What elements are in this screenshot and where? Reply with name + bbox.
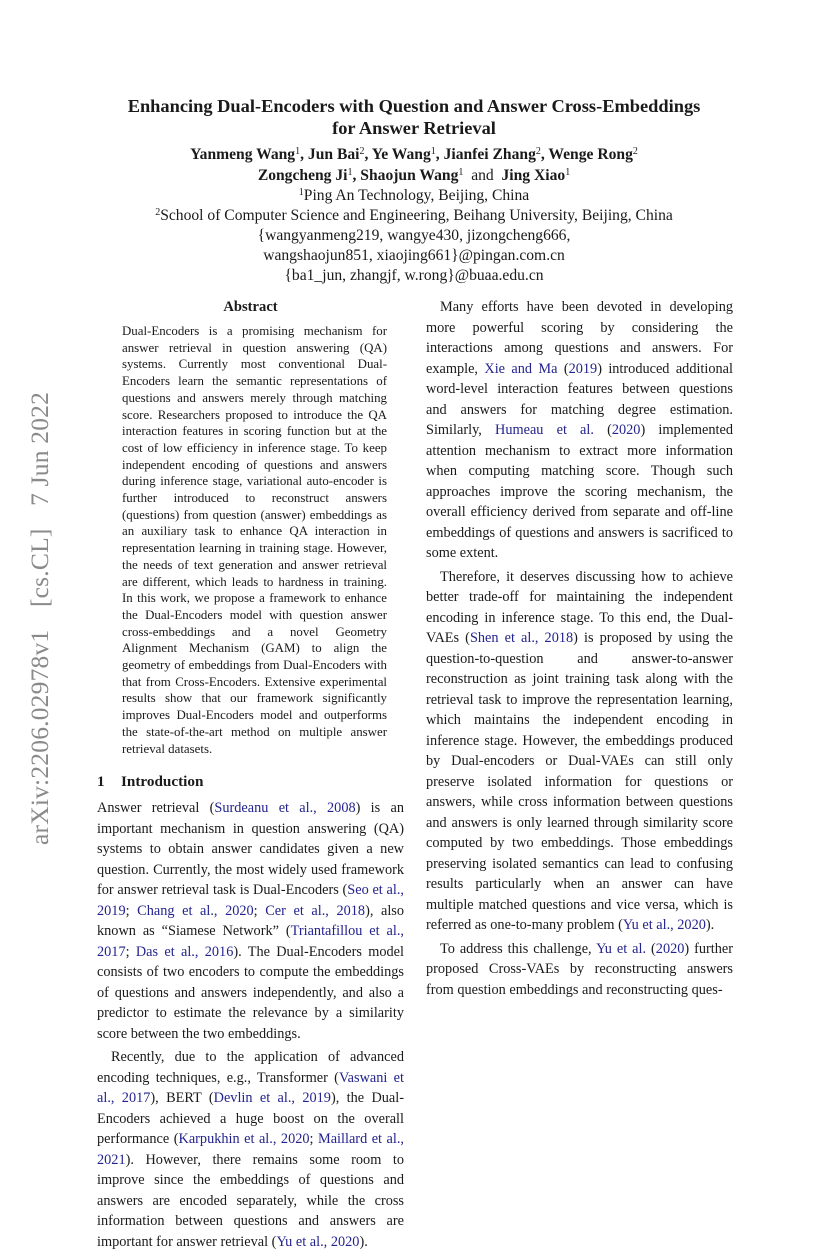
email-line-1: {wangyanmeng219, wangye430, jizongcheng666,: [257, 227, 571, 244]
citation-link[interactable]: Shen et al., 2018: [469, 630, 574, 646]
citation-link[interactable]: Das et al., 2016: [135, 943, 234, 960]
citation-link[interactable]: Humeau et al.: [495, 422, 594, 438]
intro-paragraph-3: Many efforts have been devoted in developing more powerful scoring by considering the interactions among questions and answers. For example, Xie and Ma (2019) introduced additional word-level interaction features between questions and answers for matching degree estimation. Similarly, Humeau et al. (2020) implemented attention mechanism to extract more information when computing matching score. Though such approaches improve the scoring mechanism, the overall efficiency derived from separate and off-line embeddings of questions and answers is sacrificed to some extent.: [426, 299, 733, 561]
citation-link[interactable]: Seo et al., 2019: [97, 882, 404, 919]
citation-link[interactable]: Maillard et al., 2021: [97, 1131, 404, 1168]
affiliation-1: $^1$Ping An Technology, Beijing, China: [298, 187, 530, 204]
author-line-2: Zongcheng Ji$^1$, Shaojun Wang$^1$ and Jing Xiao$^1$: [257, 167, 571, 184]
arxiv-category: [cs.CL]: [25, 528, 54, 608]
author-line-1: Yanmeng Wang$^1$, Jun Bai$^2$, Ye Wang$^1$, Jianfei Zhang$^2$, Wenge Rong$^2$: [190, 146, 638, 163]
citation-link[interactable]: Yu et al., 2020: [276, 1233, 360, 1250]
intro-paragraph-1: Answer retrieval (Surdeanu et al., 2008) is an important mechanism in question answering (QA) systems to obtain answer candidates given a new question. Currently, the most widely used framework for answer retrieval task is Dual-Encoders (Seo et al., 2019; Chang et al., 2020; Cer et al., 2018), also known as “Siamese Network” (Triantafillou et al., 2017; Das et al., 2016). The Dual-Encoders model consists of two encoders to compute the embeddings of questions and answers independently, and also a predictor to estimate the relevance by a similarity score between the two embeddings.: [97, 800, 405, 1042]
author: Yanmeng Wang: [190, 146, 296, 163]
email-line-3: {ba1_jun, zhangjf, w.rong}@buaa.edu.cn: [284, 267, 544, 284]
arxiv-date: 7 Jun 2022: [25, 391, 54, 506]
citation-link[interactable]: Triantafillou et al., 2017: [97, 923, 404, 960]
citation-link[interactable]: Yu et al.: [596, 940, 647, 957]
author: Ye Wang: [371, 146, 431, 163]
citation-link[interactable]: Yu et al., 2020: [622, 917, 706, 933]
abstract-text: Dual-Encoders is a promising mechanism for answer retrieval in question answering (QA) systems. Currently most conventional Dual-Encoders learn the semantic representations of questions and answers merely through matching score. Researchers proposed to introduce the QA interaction features in scoring function but at the cost of low efficiency in inference stage. To keep independent encoding of questions and answers during inference stage, variational auto-encoder is further introduced to reconstruct answers (questions) from question (answer) embeddings as an auxiliary task to enhance QA interaction in representation learning in training stage. However, the needs of text generation and answer retrieval are different, which leads to hardness in training. In this work, we propose a framework to enhance the Dual-Encoders model with question answer cross-embeddings and a novel Geometry Alignment Mechanism (GAM) to align the geometry of embeddings from Dual-Encoders with that from Cross-Encoders. Extensive experimental results show that our framework significantly improves Dual-Encoders model and outperforms the state-of-the-art method on multiple answer retrieval datasets.: [122, 324, 387, 756]
paper-title: Enhancing Dual-Encoders with Question and Answer Cross-Embeddings for Answer Retrieval: [127, 96, 701, 138]
citation-link[interactable]: Surdeanu et al., 2008: [214, 800, 356, 817]
paper-header: [60, 95, 768, 286]
author: Jun Bai: [307, 146, 360, 163]
citation-link[interactable]: 2020: [611, 422, 641, 438]
arxiv-stamp: [25, 376, 55, 845]
arxiv-id: arXiv:2206.02978v1: [25, 629, 54, 845]
author: Wenge Rong: [548, 146, 633, 163]
author: Jing Xiao: [501, 167, 566, 184]
right-column: [426, 297, 733, 1000]
citation-link[interactable]: Vaswani et al., 2017: [97, 1069, 404, 1107]
intro-paragraph-5: To address this challenge, Yu et al. (2020) further proposed Cross-VAEs by reconstructing answers from question embeddings and reconstructing ques-: [426, 940, 734, 998]
section-heading-introduction: 1 Introduction: [97, 773, 204, 791]
author-list: [60, 144, 768, 186]
citation-link[interactable]: Karpukhin et al., 2020: [178, 1131, 310, 1148]
author: Shaojun Wang: [360, 167, 459, 184]
intro-paragraph-2: Recently, due to the application of advanced encoding techniques, e.g., Transformer (Vaswani et al., 2017), BERT (Devlin et al., 2019), the Dual-Encoders achieved a huge boost on the overall performance (Karpukhin et al., 2020; Maillard et al., 2021). However, there remains some room to improve since the embeddings of questions and answers are encoded separately, while the cross information between questions and answers are important for answer retrieval (Yu et al., 2020).: [97, 1049, 404, 1250]
citation-link[interactable]: Chang et al., 2020: [137, 902, 254, 919]
citation-link[interactable]: Cer et al., 2018: [265, 902, 366, 919]
left-column: [97, 297, 404, 1252]
citation-link[interactable]: Xie and Ma: [484, 360, 558, 377]
citation-link[interactable]: Devlin et al., 2019: [213, 1090, 331, 1107]
citation-link[interactable]: 2019: [568, 360, 598, 377]
intro-paragraph-4: Therefore, it deserves discussing how to achieve better trade-off for maintaining the independent encoding in inference stage. To this end, the Dual-VAEs (Shen et al., 2018) is proposed by using the question-to-question and answer-to-answer reconstruction as joint training task along with the retrieval task to improve the representation learning, which maintains the independent encoding in inference stage. However, the embeddings produced by Dual-encoders or Dual-VAEs can still only preserve isolated information for questions or answers, while cross information between questions and answers is only learned through similarity score computed by two embeddings. Those embeddings preserving isolated semantics can lead to confusing results particularly when an answer can have multiple matched questions and vice versa, which is referred as one-to-many problem (Yu et al., 2020).: [426, 568, 733, 933]
email-line-2: wangshaojun851, xiaojing661}@pingan.com.cn: [263, 247, 565, 264]
citation-link[interactable]: 2020: [655, 940, 685, 957]
abstract-heading: Abstract: [223, 299, 278, 315]
affiliation-2: $^2$School of Computer Science and Engineering, Beihang University, Beijing, China: [155, 207, 673, 224]
author: Zongcheng Ji: [257, 167, 348, 184]
author: Jianfei Zhang: [443, 146, 536, 163]
